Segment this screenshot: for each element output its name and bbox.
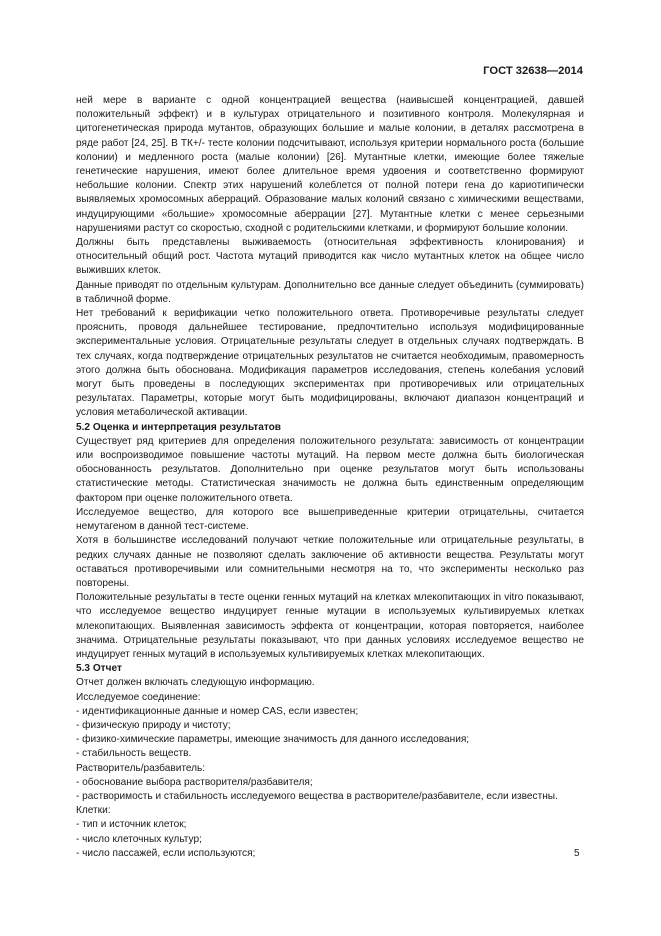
paragraph: Нет требований к верификации четко положительного ответа. Противоречивые результаты следует прояснить, проводя дальнейшее тестирование, предпочтительно используя модифицированные экспериментальные условия. Отрицательные результаты следует в отдельных случаях подтверждать. В тех случаях, когда подтверждение отрицательных результатов не считается необходимым, правомерность этого должна быть обоснована. Модификация параметров исследования, степень колебания условий могут быть проведены в последующих экспериментах при противоречивых или отрицательных результатах. Параметры, которые могут быть модифицированы, включают диапазон концентраций и условия метаболической активации. (76, 308, 584, 419)
paragraph: - число пассажей, если используются; (76, 847, 256, 859)
paragraph: Отчет должен включать следующую информацию. (76, 677, 315, 689)
paragraph: - тип и источник клеток; (76, 819, 187, 831)
paragraph: Исследуемое вещество, для которого все вышеприведенные критерии отрицательны, считается немутагеном в данной тест-системе. (76, 506, 584, 533)
paragraph: - физико-химические параметры, имеющие значимость для данного исследования; (76, 734, 470, 746)
paragraph: Должны быть представлены выживаемость (относительная эффективность клонирования) и относительный общий рост. Частота мутаций приводится как число мутантных клеток на общее число выживших клеток. (76, 237, 584, 277)
paragraph: Растворитель/разбавитель: (76, 762, 206, 774)
paragraph: Клетки: (76, 805, 111, 817)
paragraph: Хотя в большинстве исследований получают четкие положительные или отрицательные результаты, в редких случаях данные не позволяют сделать заключение об активности вещества. Результаты могут оставаться противоречивыми или сомнительными несмотря на то, что эксперименты несколько раз повторены. (76, 535, 584, 589)
paragraph: - физическую природу и чистоту; (76, 719, 231, 731)
section-heading: 5.3 Отчет (76, 663, 122, 675)
paragraph: Существует ряд критериев для определения положительного результата: зависимость от концентрации или воспроизводимое повышение частоты мутаций. На первом месте должна быть биологическая обоснованность результатов. Дополнительно при оценке результатов могут быть использованы статистические методы. Статистическая значимость не должна быть единственным определяющим фактором при оценке положительного ответа. (76, 435, 584, 504)
paragraph: - обоснование выбора растворителя/разбавителя; (76, 776, 313, 788)
paragraph: Положительные результаты в тесте оценки генных мутаций на клетках млекопитающих in vitro показывают, что исследуемое вещество индуцирует генные мутации в используемых культивируемых клетках млекопитающих. Выявленная зависимость эффекта от концентрации, которая повторяется, наиболее значима. Отрицательные результаты показывают, что при данных условиях исследуемое вещество не индуцирует генных мутаций в используемых культивируемых клетках млекопитающих. (76, 592, 584, 660)
paragraph-continuation: ней мере в варианте с одной концентрацией вещества (наивысшей концентрацией, давшей положительный эффект) и в культурах отрицательного и позитивного контроля. Молекулярная и цитогенетическая природа мутантов, образующих большие и малые колонии, в деталях рассмотрена в ряде работ [24, 25]. В ТК+/- тесте колонии подсчитывают, используя критерии нормального роста (большие колонии) и медленного роста (малые колонии) [26]. Мутантные клетки, имеющие более тяжелые генетические нарушения, имеют более длительное время удвоения и соответственно формируют небольшие колонии. Спектр этих нарушений колеблется от полной потери гена до кариотипически выявляемых хромосомных аберраций. Образование малых колоний связано с химическими веществами, индуцирующими «большие» хромосомные аберрации [27]. Мутантные клетки с менее серьезными нарушениями растут со скоростью, сходной с родительскими клетками, и формируют большие колонии. (76, 95, 584, 234)
paragraph: - число клеточных культур; (76, 833, 202, 845)
paragraph: - стабильность веществ. (76, 748, 192, 760)
standard-header: ГОСТ 32638—2014 (483, 65, 583, 77)
paragraph: Данные приводят по отдельным культурам. Дополнительно все данные следует объединить (суммировать) в табличной форме. (76, 279, 584, 305)
document-body (76, 94, 584, 861)
paragraph: - идентификационные данные и номер CAS, если известен; (76, 705, 359, 717)
section-heading: 5.2 Оценка и интерпретация результатов (76, 421, 282, 433)
paragraph: - растворимость и стабильность исследуемого вещества в растворителе/разбавителе, если известны. (76, 790, 558, 802)
paragraph: Исследуемое соединение: (76, 691, 201, 703)
page-number: 5 (574, 848, 580, 859)
